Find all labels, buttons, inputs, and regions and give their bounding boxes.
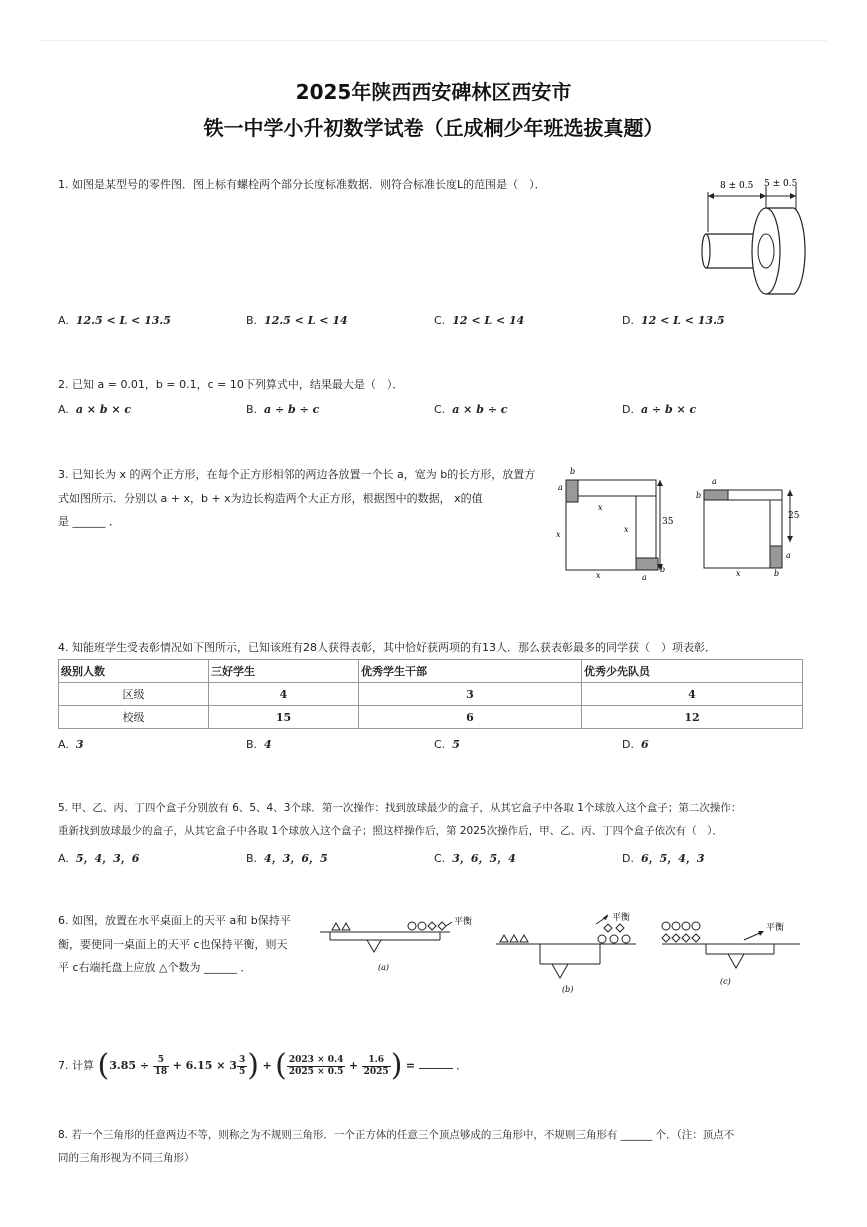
svg-text:x: x bbox=[598, 503, 603, 512]
q7-fraction-3: $\frac{2023 \times 0.4}{2025 \times 0.5}$ bbox=[288, 1054, 344, 1077]
bolt-label-5: 5 ± 0.5 bbox=[764, 179, 798, 189]
q2-option-b[interactable]: B. a ÷ b ÷ c bbox=[246, 403, 320, 416]
table-cell: 3 bbox=[359, 683, 582, 706]
svg-text:x: x bbox=[736, 569, 741, 578]
bolt-figure bbox=[700, 172, 810, 302]
table-cell: 4 bbox=[209, 683, 359, 706]
table-row-label: 校级 bbox=[59, 706, 209, 729]
table-row bbox=[59, 706, 803, 729]
q7-answer-blank[interactable] bbox=[419, 1058, 453, 1069]
q5-option-c[interactable]: C. 3，6，5，4 bbox=[434, 852, 516, 865]
question-4-text: 4. 知能班学生受表彰情况如下图所示，已知该班有28人获得表彰，其中恰好获两项的有13人．那么获表彰最多的同学获（ ）项表彰． bbox=[58, 641, 716, 654]
svg-text:x: x bbox=[556, 530, 561, 539]
top-divider bbox=[40, 40, 827, 41]
svg-text:x: x bbox=[596, 571, 601, 580]
q4-option-b[interactable]: B. 4 bbox=[246, 738, 272, 751]
q7-prefix: 7. 计算 bbox=[58, 1059, 94, 1072]
table-cell: 4 bbox=[582, 683, 803, 706]
q1-option-b[interactable]: B. 12.5 < L < 14 bbox=[246, 314, 348, 327]
q2-option-a[interactable]: A. a × b × c bbox=[58, 403, 132, 416]
question-8-line2: 同的三角形视为不同三角形） bbox=[58, 1152, 195, 1164]
question-6-line3: 平 c右端托盘上应放 △个数为 ______ ． bbox=[58, 961, 252, 974]
question-5-line1: 5. 甲、乙、丙、丁四个盒子分别放有 6、5、4、3个球．第一次操作：找到放球最少的盒子，从其它盒子中各取 1个球放入这个盒子；第二次操作： bbox=[58, 802, 742, 814]
svg-text:x: x bbox=[624, 525, 629, 534]
table-cell: 6 bbox=[359, 706, 582, 729]
table-cell: 12 bbox=[582, 706, 803, 729]
q5-option-a[interactable]: A. 5，4，3，6 bbox=[58, 852, 140, 865]
svg-text:(c): (c) bbox=[720, 977, 731, 986]
page-title-line2: 铁一中学小升初数学试卷（丘成桐少年班选拔真题） bbox=[203, 116, 664, 140]
svg-text:b: b bbox=[570, 467, 576, 476]
q4-option-d[interactable]: D. 6 bbox=[622, 738, 649, 751]
q7-fraction-4: $\frac{1.6}{2025}$ bbox=[363, 1054, 389, 1077]
q2-option-d[interactable]: D. a ÷ b × c bbox=[622, 403, 697, 416]
question-3-line1: 3. 已知长为 x 的两个正方形，在每个正方形相邻的两边各放置一个长 a，宽为 b的长方形，放置方 bbox=[58, 468, 536, 481]
table-header-row bbox=[59, 660, 803, 683]
question-3-line2: 式如图所示．分别以 a + x，b + x为边长构造两个大正方形，根据图中的数据， x的值 bbox=[58, 492, 483, 505]
table-header-cell: 三好学生 bbox=[209, 660, 359, 683]
question-6-line2: 衡，要使同一桌面上的天平 c也保持平衡，则天 bbox=[58, 938, 288, 951]
svg-text:a: a bbox=[786, 551, 791, 560]
svg-text:25: 25 bbox=[788, 511, 800, 521]
svg-text:(a): (a) bbox=[378, 963, 390, 972]
q1-option-c[interactable]: C. 12 < L < 14 bbox=[434, 314, 525, 327]
svg-text:b: b bbox=[660, 565, 666, 574]
page-title-line1: 2025年陕西西安碑林区西安市 bbox=[295, 80, 572, 104]
table-row-label: 区级 bbox=[59, 683, 209, 706]
question-7: 7. 计算 (3.85 ÷ $\frac{5}{18}$ + 6.15 × 3 $\frac{3}{5}$ ) + ( $\frac{2023 \times 0.4}{2025 \times 0.5}$ + $\frac{1.6}{2025}$ ) = ． bbox=[58, 1048, 468, 1083]
q7-fraction-2: $\frac{3}{5}$ bbox=[238, 1054, 246, 1077]
question-8-line1: 8. 若一个三角形的任意两边不等，则称之为不规则三角形．一个正方体的任意三个顶点够成的三角形中，不规则三角形有 ______ 个．（注：顶点不 bbox=[58, 1129, 735, 1141]
q5-option-d[interactable]: D. 6，5，4，3 bbox=[622, 852, 705, 865]
svg-text:b: b bbox=[774, 569, 780, 578]
table-header-cell: 级别人数 bbox=[59, 660, 209, 683]
balance-figure bbox=[310, 906, 810, 1002]
svg-text:a: a bbox=[642, 573, 647, 582]
q1-option-a[interactable]: A. 12.5 < L < 13.5 bbox=[58, 314, 171, 327]
svg-text:a: a bbox=[558, 483, 563, 492]
question-1-text: 1. 如图是某型号的零件图．图上标有螺栓两个部分长度标准数据．则符合标准长度L的范围是（ ）． bbox=[58, 178, 546, 191]
svg-text:(b): (b) bbox=[562, 985, 574, 994]
table-header-cell: 优秀少先队员 bbox=[582, 660, 803, 683]
q4-option-a[interactable]: A. 3 bbox=[58, 738, 84, 751]
q2-option-c[interactable]: C. a × b ÷ c bbox=[434, 403, 508, 416]
svg-text:a: a bbox=[712, 477, 717, 486]
q5-option-b[interactable]: B. 4，3，6，5 bbox=[246, 852, 328, 865]
table-row bbox=[59, 683, 803, 706]
table-cell: 15 bbox=[209, 706, 359, 729]
q1-option-d[interactable]: D. 12 < L < 13.5 bbox=[622, 314, 725, 327]
svg-text:35: 35 bbox=[662, 517, 674, 527]
q7-fraction-1: $\frac{5}{18}$ bbox=[154, 1054, 168, 1077]
q4-option-c[interactable]: C. 5 bbox=[434, 738, 460, 751]
bolt-label-8: 8 ± 0.5 bbox=[720, 181, 754, 191]
svg-text:平衡: 平衡 bbox=[766, 923, 785, 933]
question-6-line1: 6. 如图，放置在水平桌面上的天平 a和 b保持平 bbox=[58, 914, 291, 927]
question-3-line3: 是 ______ ． bbox=[58, 515, 120, 528]
svg-text:平衡: 平衡 bbox=[454, 917, 473, 927]
awards-table bbox=[58, 659, 803, 729]
svg-text:b: b bbox=[696, 491, 702, 500]
question-2-text: 2. 已知 a = 0.01，b = 0.1，c = 10下列算式中，结果最大是（ ）． bbox=[58, 378, 404, 391]
squares-figure bbox=[552, 462, 812, 584]
question-5-line2: 重新找到放球最少的盒子，从其它盒子中各取 1个球放入这个盒子；照这样操作后，第 2025次操作后，甲、乙、丙、丁四个盒子依次有（ ）． bbox=[58, 825, 723, 837]
svg-text:平衡: 平衡 bbox=[612, 913, 631, 923]
table-header-cell: 优秀学生干部 bbox=[359, 660, 582, 683]
